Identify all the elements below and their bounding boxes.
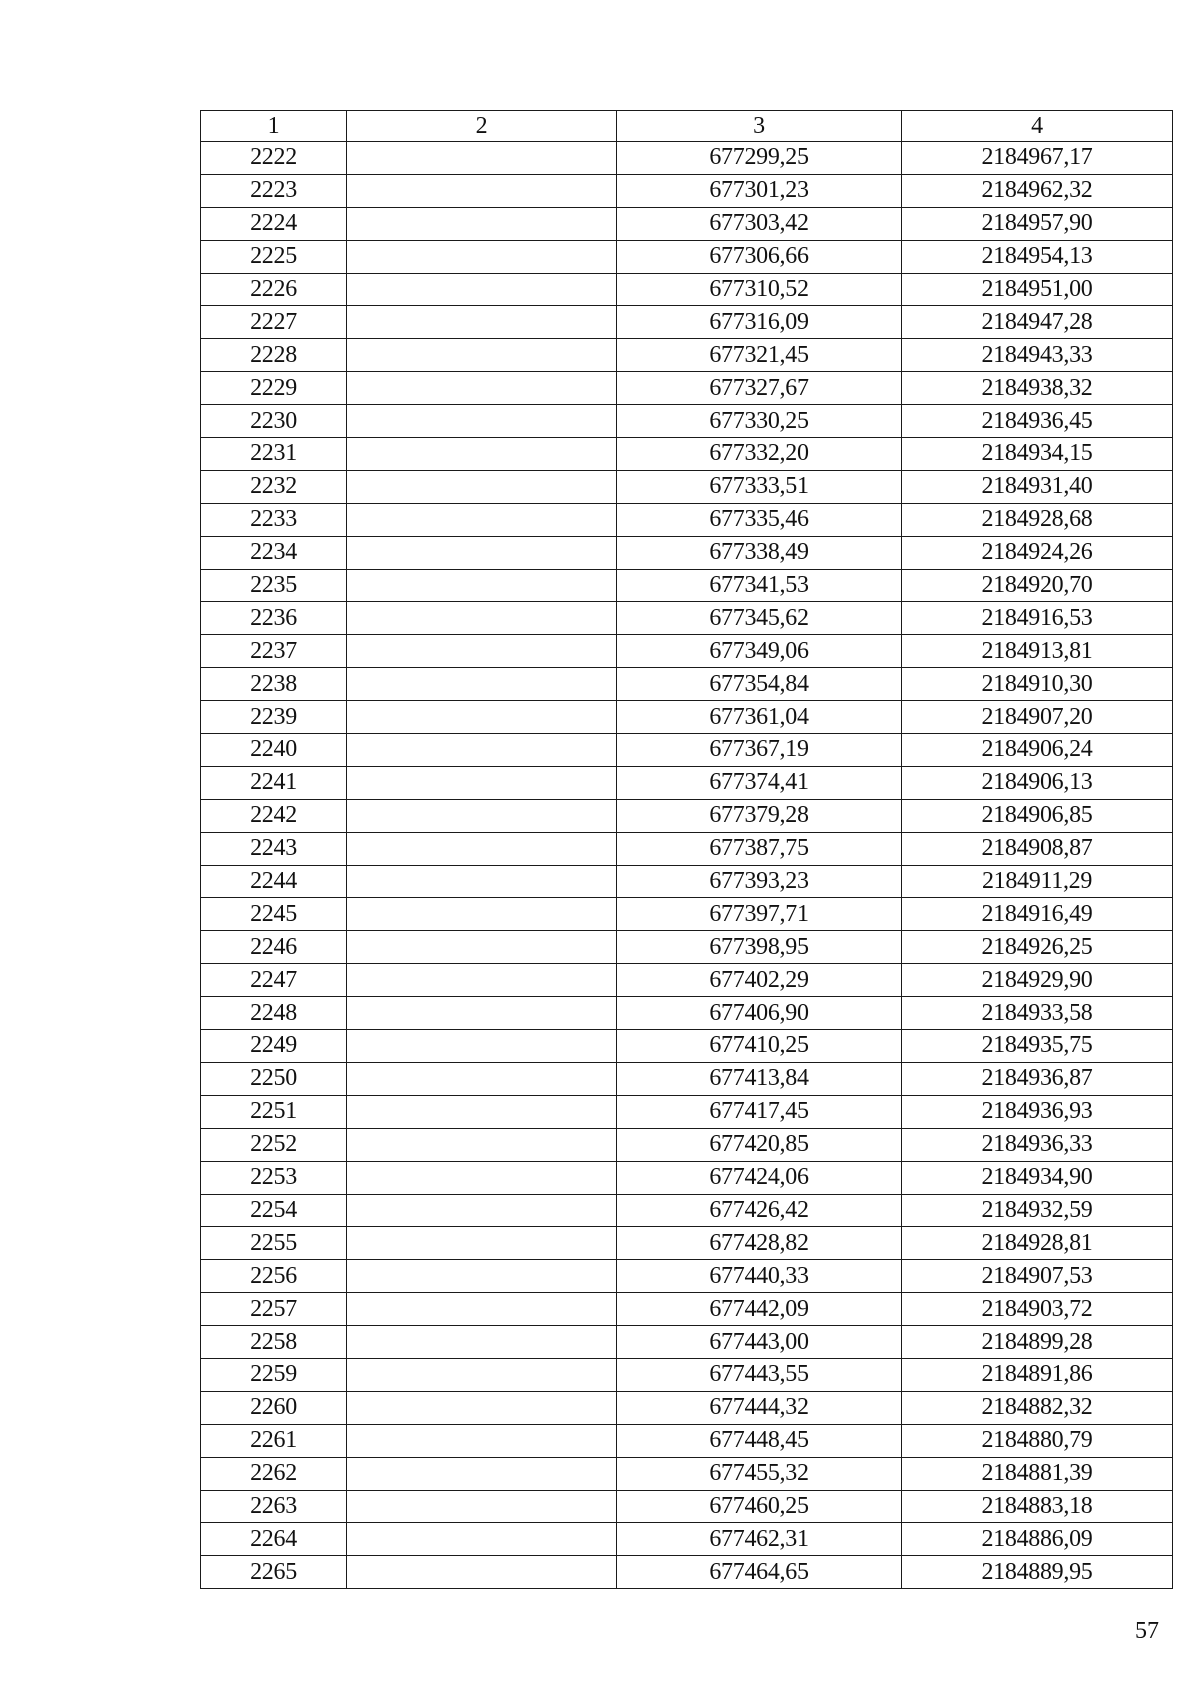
y-coordinate-cell: 2184920,70 xyxy=(902,569,1173,602)
table-header-row xyxy=(201,111,1173,142)
description-cell xyxy=(347,799,617,832)
table-row xyxy=(201,898,1173,931)
x-coordinate-cell: 677335,46 xyxy=(617,503,902,536)
description-cell xyxy=(347,1030,617,1063)
table-row xyxy=(201,668,1173,701)
point-number-cell: 2232 xyxy=(201,470,347,503)
point-number-cell: 2227 xyxy=(201,306,347,339)
y-coordinate-cell: 2184889,95 xyxy=(902,1556,1173,1589)
description-cell xyxy=(347,1326,617,1359)
x-coordinate-cell: 677413,84 xyxy=(617,1062,902,1095)
point-number-cell: 2242 xyxy=(201,799,347,832)
x-coordinate-cell: 677303,42 xyxy=(617,207,902,240)
point-number-cell: 2230 xyxy=(201,405,347,438)
table-row xyxy=(201,240,1173,273)
x-coordinate-cell: 677398,95 xyxy=(617,931,902,964)
table-row xyxy=(201,470,1173,503)
table-row xyxy=(201,306,1173,339)
point-number-cell: 2247 xyxy=(201,964,347,997)
y-coordinate-cell: 2184916,49 xyxy=(902,898,1173,931)
y-coordinate-cell: 2184916,53 xyxy=(902,602,1173,635)
x-coordinate-cell: 677402,29 xyxy=(617,964,902,997)
x-coordinate-cell: 677440,33 xyxy=(617,1260,902,1293)
x-coordinate-cell: 677341,53 xyxy=(617,569,902,602)
description-cell xyxy=(347,1523,617,1556)
x-coordinate-cell: 677428,82 xyxy=(617,1227,902,1260)
column-header: 4 xyxy=(902,111,1173,142)
table-row xyxy=(201,1391,1173,1424)
x-coordinate-cell: 677448,45 xyxy=(617,1424,902,1457)
table-row xyxy=(201,832,1173,865)
point-number-cell: 2244 xyxy=(201,865,347,898)
table-row xyxy=(201,1260,1173,1293)
y-coordinate-cell: 2184936,45 xyxy=(902,405,1173,438)
table-row xyxy=(201,174,1173,207)
point-number-cell: 2256 xyxy=(201,1260,347,1293)
description-cell xyxy=(347,898,617,931)
x-coordinate-cell: 677330,25 xyxy=(617,405,902,438)
x-coordinate-cell: 677464,65 xyxy=(617,1556,902,1589)
table-row xyxy=(201,1490,1173,1523)
table-row xyxy=(201,1194,1173,1227)
x-coordinate-cell: 677316,09 xyxy=(617,306,902,339)
x-coordinate-cell: 677306,66 xyxy=(617,240,902,273)
y-coordinate-cell: 2184882,32 xyxy=(902,1391,1173,1424)
y-coordinate-cell: 2184886,09 xyxy=(902,1523,1173,1556)
table-row xyxy=(201,1326,1173,1359)
x-coordinate-cell: 677354,84 xyxy=(617,668,902,701)
description-cell xyxy=(347,635,617,668)
table-row xyxy=(201,1095,1173,1128)
point-number-cell: 2245 xyxy=(201,898,347,931)
description-cell xyxy=(347,240,617,273)
point-number-cell: 2240 xyxy=(201,734,347,767)
point-number-cell: 2246 xyxy=(201,931,347,964)
y-coordinate-cell: 2184931,40 xyxy=(902,470,1173,503)
description-cell xyxy=(347,1358,617,1391)
description-cell xyxy=(347,1161,617,1194)
table-row xyxy=(201,1161,1173,1194)
x-coordinate-cell: 677345,62 xyxy=(617,602,902,635)
point-number-cell: 2258 xyxy=(201,1326,347,1359)
description-cell xyxy=(347,1293,617,1326)
point-number-cell: 2236 xyxy=(201,602,347,635)
x-coordinate-cell: 677310,52 xyxy=(617,273,902,306)
y-coordinate-cell: 2184907,20 xyxy=(902,701,1173,734)
table-row xyxy=(201,997,1173,1030)
point-number-cell: 2237 xyxy=(201,635,347,668)
description-cell xyxy=(347,503,617,536)
x-coordinate-cell: 677406,90 xyxy=(617,997,902,1030)
x-coordinate-cell: 677424,06 xyxy=(617,1161,902,1194)
table-body xyxy=(201,142,1173,1589)
table-row xyxy=(201,1227,1173,1260)
point-number-cell: 2239 xyxy=(201,701,347,734)
x-coordinate-cell: 677374,41 xyxy=(617,766,902,799)
description-cell xyxy=(347,372,617,405)
y-coordinate-cell: 2184883,18 xyxy=(902,1490,1173,1523)
y-coordinate-cell: 2184906,13 xyxy=(902,766,1173,799)
description-cell xyxy=(347,174,617,207)
table-row xyxy=(201,1424,1173,1457)
y-coordinate-cell: 2184908,87 xyxy=(902,832,1173,865)
point-number-cell: 2234 xyxy=(201,536,347,569)
description-cell xyxy=(347,997,617,1030)
y-coordinate-cell: 2184926,25 xyxy=(902,931,1173,964)
description-cell xyxy=(347,339,617,372)
description-cell xyxy=(347,1391,617,1424)
description-cell xyxy=(347,964,617,997)
column-header: 1 xyxy=(201,111,347,142)
x-coordinate-cell: 677462,31 xyxy=(617,1523,902,1556)
y-coordinate-cell: 2184913,81 xyxy=(902,635,1173,668)
table-row xyxy=(201,635,1173,668)
description-cell xyxy=(347,1260,617,1293)
description-cell xyxy=(347,1556,617,1589)
column-header: 3 xyxy=(617,111,902,142)
table-row xyxy=(201,503,1173,536)
point-number-cell: 2255 xyxy=(201,1227,347,1260)
y-coordinate-cell: 2184947,28 xyxy=(902,306,1173,339)
point-number-cell: 2243 xyxy=(201,832,347,865)
y-coordinate-cell: 2184943,33 xyxy=(902,339,1173,372)
y-coordinate-cell: 2184967,17 xyxy=(902,142,1173,175)
point-number-cell: 2251 xyxy=(201,1095,347,1128)
description-cell xyxy=(347,306,617,339)
y-coordinate-cell: 2184938,32 xyxy=(902,372,1173,405)
table-row xyxy=(201,931,1173,964)
x-coordinate-cell: 677333,51 xyxy=(617,470,902,503)
y-coordinate-cell: 2184903,72 xyxy=(902,1293,1173,1326)
description-cell xyxy=(347,1424,617,1457)
description-cell xyxy=(347,668,617,701)
description-cell xyxy=(347,1194,617,1227)
description-cell xyxy=(347,701,617,734)
column-header: 2 xyxy=(347,111,617,142)
table-row xyxy=(201,1457,1173,1490)
description-cell xyxy=(347,602,617,635)
y-coordinate-cell: 2184957,90 xyxy=(902,207,1173,240)
x-coordinate-cell: 677397,71 xyxy=(617,898,902,931)
point-number-cell: 2259 xyxy=(201,1358,347,1391)
y-coordinate-cell: 2184936,33 xyxy=(902,1128,1173,1161)
y-coordinate-cell: 2184935,75 xyxy=(902,1030,1173,1063)
point-number-cell: 2235 xyxy=(201,569,347,602)
point-number-cell: 2233 xyxy=(201,503,347,536)
point-number-cell: 2228 xyxy=(201,339,347,372)
table-row xyxy=(201,372,1173,405)
point-number-cell: 2222 xyxy=(201,142,347,175)
point-number-cell: 2238 xyxy=(201,668,347,701)
description-cell xyxy=(347,569,617,602)
description-cell xyxy=(347,1457,617,1490)
point-number-cell: 2262 xyxy=(201,1457,347,1490)
point-number-cell: 2223 xyxy=(201,174,347,207)
point-number-cell: 2261 xyxy=(201,1424,347,1457)
x-coordinate-cell: 677393,23 xyxy=(617,865,902,898)
description-cell xyxy=(347,470,617,503)
x-coordinate-cell: 677420,85 xyxy=(617,1128,902,1161)
point-number-cell: 2253 xyxy=(201,1161,347,1194)
point-number-cell: 2248 xyxy=(201,997,347,1030)
description-cell xyxy=(347,832,617,865)
description-cell xyxy=(347,273,617,306)
x-coordinate-cell: 677417,45 xyxy=(617,1095,902,1128)
y-coordinate-cell: 2184934,15 xyxy=(902,438,1173,471)
x-coordinate-cell: 677379,28 xyxy=(617,799,902,832)
x-coordinate-cell: 677443,55 xyxy=(617,1358,902,1391)
x-coordinate-cell: 677444,32 xyxy=(617,1391,902,1424)
description-cell xyxy=(347,438,617,471)
description-cell xyxy=(347,207,617,240)
y-coordinate-cell: 2184928,68 xyxy=(902,503,1173,536)
table-row xyxy=(201,865,1173,898)
y-coordinate-cell: 2184899,28 xyxy=(902,1326,1173,1359)
point-number-cell: 2229 xyxy=(201,372,347,405)
description-cell xyxy=(347,766,617,799)
y-coordinate-cell: 2184880,79 xyxy=(902,1424,1173,1457)
table-row xyxy=(201,1062,1173,1095)
x-coordinate-cell: 677442,09 xyxy=(617,1293,902,1326)
x-coordinate-cell: 677455,32 xyxy=(617,1457,902,1490)
table-row xyxy=(201,701,1173,734)
description-cell xyxy=(347,1128,617,1161)
y-coordinate-cell: 2184929,90 xyxy=(902,964,1173,997)
y-coordinate-cell: 2184906,85 xyxy=(902,799,1173,832)
y-coordinate-cell: 2184906,24 xyxy=(902,734,1173,767)
table-row xyxy=(201,1030,1173,1063)
table-row xyxy=(201,964,1173,997)
x-coordinate-cell: 677332,20 xyxy=(617,438,902,471)
y-coordinate-cell: 2184962,32 xyxy=(902,174,1173,207)
point-number-cell: 2260 xyxy=(201,1391,347,1424)
table-row xyxy=(201,207,1173,240)
y-coordinate-cell: 2184891,86 xyxy=(902,1358,1173,1391)
point-number-cell: 2231 xyxy=(201,438,347,471)
x-coordinate-cell: 677361,04 xyxy=(617,701,902,734)
description-cell xyxy=(347,865,617,898)
x-coordinate-cell: 677426,42 xyxy=(617,1194,902,1227)
point-number-cell: 2224 xyxy=(201,207,347,240)
point-number-cell: 2226 xyxy=(201,273,347,306)
description-cell xyxy=(347,931,617,964)
table-row xyxy=(201,142,1173,175)
x-coordinate-cell: 677410,25 xyxy=(617,1030,902,1063)
table-row xyxy=(201,536,1173,569)
x-coordinate-cell: 677327,67 xyxy=(617,372,902,405)
description-cell xyxy=(347,734,617,767)
y-coordinate-cell: 2184928,81 xyxy=(902,1227,1173,1260)
table-row xyxy=(201,766,1173,799)
description-cell xyxy=(347,536,617,569)
description-cell xyxy=(347,405,617,438)
coordinates-table xyxy=(200,110,1173,1589)
table-row xyxy=(201,1128,1173,1161)
y-coordinate-cell: 2184911,29 xyxy=(902,865,1173,898)
point-number-cell: 2241 xyxy=(201,766,347,799)
point-number-cell: 2265 xyxy=(201,1556,347,1589)
point-number-cell: 2257 xyxy=(201,1293,347,1326)
x-coordinate-cell: 677299,25 xyxy=(617,142,902,175)
x-coordinate-cell: 677367,19 xyxy=(617,734,902,767)
point-number-cell: 2264 xyxy=(201,1523,347,1556)
x-coordinate-cell: 677338,49 xyxy=(617,536,902,569)
table-row xyxy=(201,799,1173,832)
x-coordinate-cell: 677460,25 xyxy=(617,1490,902,1523)
description-cell xyxy=(347,1490,617,1523)
point-number-cell: 2250 xyxy=(201,1062,347,1095)
y-coordinate-cell: 2184910,30 xyxy=(902,668,1173,701)
description-cell xyxy=(347,1227,617,1260)
x-coordinate-cell: 677349,06 xyxy=(617,635,902,668)
y-coordinate-cell: 2184881,39 xyxy=(902,1457,1173,1490)
y-coordinate-cell: 2184932,59 xyxy=(902,1194,1173,1227)
point-number-cell: 2252 xyxy=(201,1128,347,1161)
point-number-cell: 2254 xyxy=(201,1194,347,1227)
description-cell xyxy=(347,142,617,175)
x-coordinate-cell: 677387,75 xyxy=(617,832,902,865)
y-coordinate-cell: 2184933,58 xyxy=(902,997,1173,1030)
x-coordinate-cell: 677321,45 xyxy=(617,339,902,372)
x-coordinate-cell: 677301,23 xyxy=(617,174,902,207)
y-coordinate-cell: 2184924,26 xyxy=(902,536,1173,569)
point-number-cell: 2249 xyxy=(201,1030,347,1063)
table-row xyxy=(201,438,1173,471)
table-row xyxy=(201,569,1173,602)
y-coordinate-cell: 2184951,00 xyxy=(902,273,1173,306)
table-row xyxy=(201,602,1173,635)
table-row xyxy=(201,273,1173,306)
y-coordinate-cell: 2184936,93 xyxy=(902,1095,1173,1128)
table-row xyxy=(201,339,1173,372)
table-row xyxy=(201,1293,1173,1326)
description-cell xyxy=(347,1062,617,1095)
page-number: 57 xyxy=(1135,1618,1159,1644)
x-coordinate-cell: 677443,00 xyxy=(617,1326,902,1359)
y-coordinate-cell: 2184934,90 xyxy=(902,1161,1173,1194)
table-row xyxy=(201,1523,1173,1556)
table-row xyxy=(201,1358,1173,1391)
y-coordinate-cell: 2184954,13 xyxy=(902,240,1173,273)
y-coordinate-cell: 2184936,87 xyxy=(902,1062,1173,1095)
table-row xyxy=(201,734,1173,767)
table-row xyxy=(201,1556,1173,1589)
table-row xyxy=(201,405,1173,438)
point-number-cell: 2263 xyxy=(201,1490,347,1523)
description-cell xyxy=(347,1095,617,1128)
y-coordinate-cell: 2184907,53 xyxy=(902,1260,1173,1293)
point-number-cell: 2225 xyxy=(201,240,347,273)
